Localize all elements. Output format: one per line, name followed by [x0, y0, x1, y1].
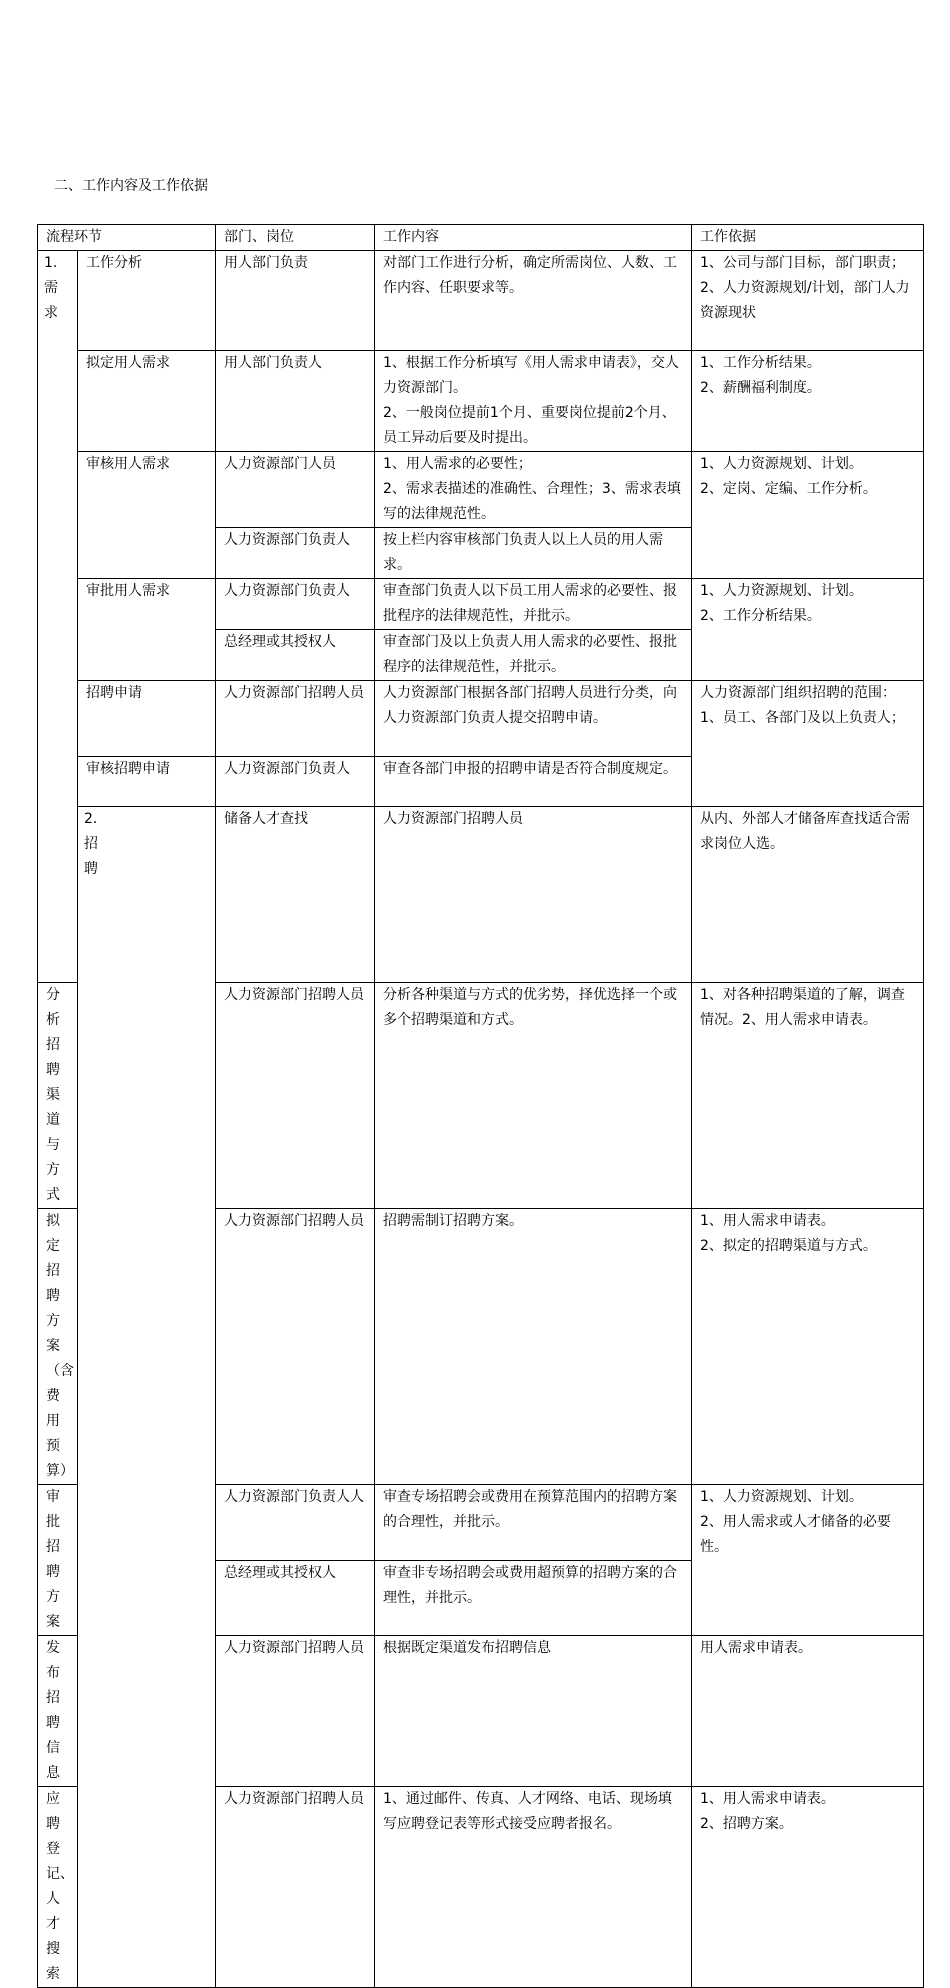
basis-cell: [692, 351, 924, 452]
basis-cell: [692, 681, 924, 807]
stage-char: 招: [84, 836, 98, 852]
table-row: [38, 579, 924, 630]
step-cell: 发布招聘信息: [38, 1636, 78, 1787]
content-cell: [375, 351, 692, 452]
dept-cell: 人力资源部门负责人人: [216, 1485, 375, 1561]
basis-cell: [692, 452, 924, 579]
basis-line: 2、定岗、定编、工作分析。: [700, 481, 877, 497]
table-row: [38, 807, 924, 983]
basis-cell: [692, 579, 924, 681]
step-cell: 审核招聘申请: [78, 757, 216, 807]
table-row: [38, 251, 924, 351]
content-cell: 1、通过邮件、传真、人才网络、电话、现场填写应聘登记表等形式接受应聘者报名。: [375, 1787, 692, 1988]
dept-cell: 人力资源部门招聘人员: [375, 807, 692, 983]
basis-line: 1、工作分析结果。: [700, 355, 821, 371]
stage-char: 求: [44, 305, 58, 321]
table-header-row: [38, 225, 924, 251]
dept-cell: 人力资源部门招聘人员: [216, 1209, 375, 1485]
basis-line: 2、用人需求或人才储备的必要性。: [700, 1514, 891, 1555]
table-row: [38, 351, 924, 452]
table-row: [38, 681, 924, 757]
basis-line: 1、用人需求申请表。: [700, 1213, 835, 1229]
dept-cell: 人力资源部门招聘人员: [216, 1787, 375, 1988]
dept-cell: 人力资源部门负责人: [216, 757, 375, 807]
content-line: 1、根据工作分析填写《用人需求申请表》，交人力资源部门。: [383, 355, 679, 396]
dept-cell: 总经理或其授权人: [216, 1560, 375, 1636]
step-cell: 招聘申请: [78, 681, 216, 757]
section-heading: 二、工作内容及工作依据: [54, 178, 208, 194]
content-cell: 审查部门及以上负责人用人需求的必要性、报批程序的法律规范性，并批示。: [375, 630, 692, 681]
basis-line: 1、公司与部门目标，部门职责；: [700, 255, 905, 271]
basis-cell: [692, 1787, 924, 1988]
basis-line: 1、人力资源规划、计划。: [700, 583, 863, 599]
basis-line: 1、员工、各部门及以上负责人；: [700, 710, 905, 726]
basis-line: 1、人力资源规划、计划。: [700, 1489, 863, 1505]
stage-number: 2.: [84, 811, 98, 827]
header-department: 部门、岗位: [216, 225, 375, 251]
basis-cell: [692, 251, 924, 351]
dept-cell: 人力资源部门负责人: [216, 528, 375, 579]
basis-line: 2、工作分析结果。: [700, 608, 821, 624]
content-cell: 审查非专场招聘会或费用超预算的招聘方案的合理性，并批示。: [375, 1560, 692, 1636]
dept-cell: 用人部门负责人: [216, 351, 375, 452]
content-cell: 人力资源部门根据各部门招聘人员进行分类，向人力资源部门负责人提交招聘申请。: [375, 681, 692, 757]
basis-cell: 1、对各种招聘渠道的了解，调查情况。2、用人需求申请表。: [692, 983, 924, 1209]
content-cell: 招聘需制订招聘方案。: [375, 1209, 692, 1485]
basis-line: 人力资源部门组织招聘的范围：: [700, 685, 896, 701]
basis-line: 2、薪酬福利制度。: [700, 380, 821, 396]
dept-cell: 人力资源部门人员: [216, 452, 375, 528]
basis-cell: [692, 1485, 924, 1636]
dept-cell: 人力资源部门招聘人员: [216, 681, 375, 757]
dept-cell: 人力资源部门招聘人员: [216, 1636, 375, 1787]
content-line: 2、需求表描述的准确性、合理性；3、需求表填写的法律规范性。: [383, 481, 681, 522]
content-cell: 审查专场招聘会或费用在预算范围内的招聘方案的合理性，并批示。: [375, 1485, 692, 1561]
process-table: [37, 224, 924, 1988]
step-cell: 分析招聘渠道与方式: [38, 983, 78, 1209]
step-cell: 拟定用人需求: [78, 351, 216, 452]
basis-line: 2、人力资源规划/计划，部门人力资源现状: [700, 280, 910, 321]
header-process-step: 流程环节: [38, 225, 216, 251]
dept-cell: 用人部门负责: [216, 251, 375, 351]
content-cell: 审查各部门申报的招聘申请是否符合制度规定。: [375, 757, 692, 807]
stage-cell-demand: [38, 251, 78, 983]
stage-char: 需: [44, 280, 58, 296]
header-content: 工作内容: [375, 225, 692, 251]
content-cell: 根据既定渠道发布招聘信息: [375, 1636, 692, 1787]
content-cell: 审查部门负责人以下员工用人需求的必要性、报批程序的法律规范性，并批示。: [375, 579, 692, 630]
stage-number: 1.: [44, 255, 58, 271]
basis-cell: [692, 1209, 924, 1485]
step-cell: 审批招聘方案: [38, 1485, 78, 1636]
content-cell: 从内、外部人才储备库查找适合需求岗位人选。: [692, 807, 924, 983]
basis-line: 1、用人需求申请表。: [700, 1791, 835, 1807]
step-cell: 储备人才查找: [216, 807, 375, 983]
dept-cell: 人力资源部门负责人: [216, 579, 375, 630]
basis-line: 2、招聘方案。: [700, 1816, 793, 1832]
step-cell: 应聘登记、人才搜索: [38, 1787, 78, 1988]
step-cell: 审批用人需求: [78, 579, 216, 681]
content-cell: [375, 452, 692, 528]
basis-cell: 用人需求申请表。: [692, 1636, 924, 1787]
content-cell: 按上栏内容审核部门负责人以上人员的用人需求。: [375, 528, 692, 579]
table-row: [38, 452, 924, 528]
step-cell: 工作分析: [78, 251, 216, 351]
content-cell: 分析各种渠道与方式的优劣势，择优选择一个或多个招聘渠道和方式。: [375, 983, 692, 1209]
content-line: 2、一般岗位提前1个月、重要岗位提前2个月、员工异动后要及时提出。: [383, 405, 676, 446]
basis-line: 2、拟定的招聘渠道与方式。: [700, 1238, 877, 1254]
header-basis: 工作依据: [692, 225, 924, 251]
stage-char: 聘: [84, 861, 98, 877]
step-cell: 拟定招聘方案（含费用预算）: [38, 1209, 78, 1485]
dept-cell: 总经理或其授权人: [216, 630, 375, 681]
content-line: 1、用人需求的必要性；: [383, 456, 532, 472]
dept-cell: 人力资源部门招聘人员: [216, 983, 375, 1209]
content-cell: 对部门工作进行分析，确定所需岗位、人数、工作内容、任职要求等。: [375, 251, 692, 351]
stage-cell-recruit: [78, 807, 216, 1988]
step-cell: 审核用人需求: [78, 452, 216, 579]
basis-line: 1、人力资源规划、计划。: [700, 456, 863, 472]
